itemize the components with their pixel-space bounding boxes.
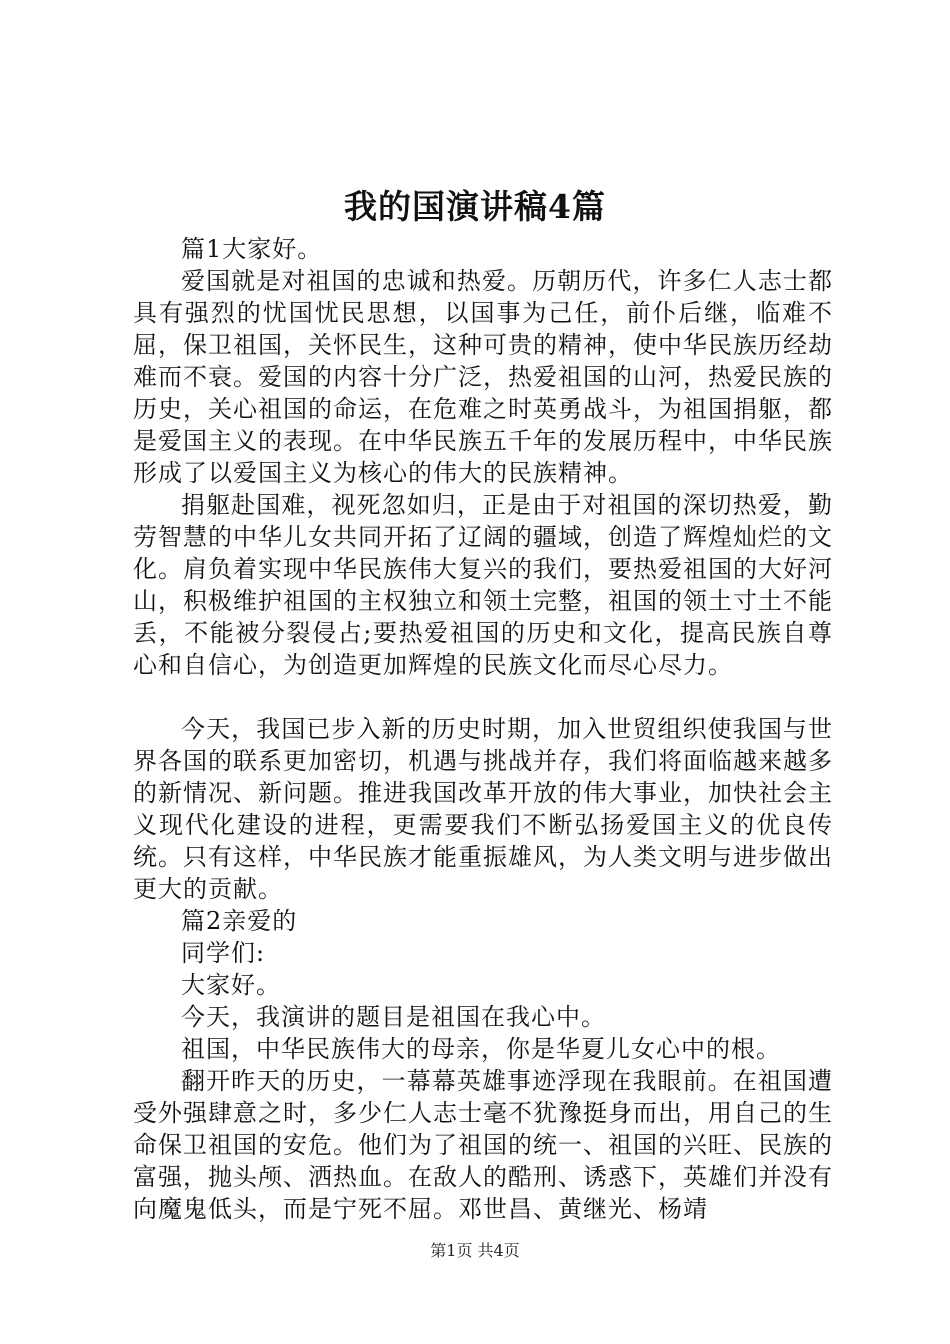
paragraph-10: 翻开昨天的历史，一幕幕英雄事迹浮现在我眼前。在祖国遭受外强肆意之时，多少仁人志士毫不犹豫挺身而出，用自己的生命保卫祖国的安危。他们为了祖国的统一、祖国的兴旺、民族的富强，抛头颅、洒热血。在敌人的酷刑、诱惑下，英雄们并没有向魔鬼低头，而是宁死不屈。邓世昌、黄继光、杨靖	[133, 1067, 833, 1223]
paragraph-4: 今天，我国已步入新的历史时期，加入世贸组织使我国与世界各国的联系更加密切，机遇与挑战并存，我们将面临越来越多的新情况、新问题。推进我国改革开放的伟大事业，加快社会主义现代化建设的进程，更需要我们不断弘扬爱国主义的优良传统。只有这样，中华民族才能重振雄风，为人类文明与进步做出更大的贡献。	[133, 715, 833, 903]
document-title: 我的国演讲稿4篇	[344, 187, 606, 226]
paragraph-6: 同学们:	[181, 939, 266, 967]
paragraph-1: 篇1大家好。	[181, 235, 323, 263]
paragraph-spacer	[133, 681, 833, 713]
paragraph-7: 大家好。	[181, 971, 281, 999]
paragraph-2: 爱国就是对祖国的忠诚和热爱。历朝历代，许多仁人志士都具有强烈的忧国忧民思想，以国事为己任，前仆后继，临难不屈，保卫祖国，关怀民生，这种可贵的精神，使中华民族历经劫难而不衰。爱国的内容十分广泛，热爱祖国的山河，热爱民族的历史，关心祖国的命运，在危难之时英勇战斗，为祖国捐躯，都是爱国主义的表现。在中华民族五千年的发展历程中，中华民族形成了以爱国主义为核心的伟大的民族精神。	[133, 267, 833, 487]
page-footer: 第1页 共4页	[430, 1241, 520, 1260]
document-body	[133, 233, 833, 1225]
paragraph-5: 篇2亲爱的	[181, 907, 298, 935]
paragraph-8: 今天，我演讲的题目是祖国在我心中。	[181, 1003, 606, 1031]
paragraph-3: 捐躯赴国难，视死忽如归，正是由于对祖国的深切热爱，勤劳智慧的中华儿女共同开拓了辽阔的疆域，创造了辉煌灿烂的文化。肩负着实现中华民族伟大复兴的我们，要热爱祖国的大好河山，积极维护祖国的主权独立和领土完整，祖国的领土寸土不能丢，不能被分裂侵占;要热爱祖国的历史和文化，提高民族自尊心和自信心，为创造更加辉煌的民族文化而尽心尽力。	[133, 491, 833, 679]
paragraph-9: 祖国，中华民族伟大的母亲，你是华夏儿女心中的根。	[181, 1035, 781, 1063]
